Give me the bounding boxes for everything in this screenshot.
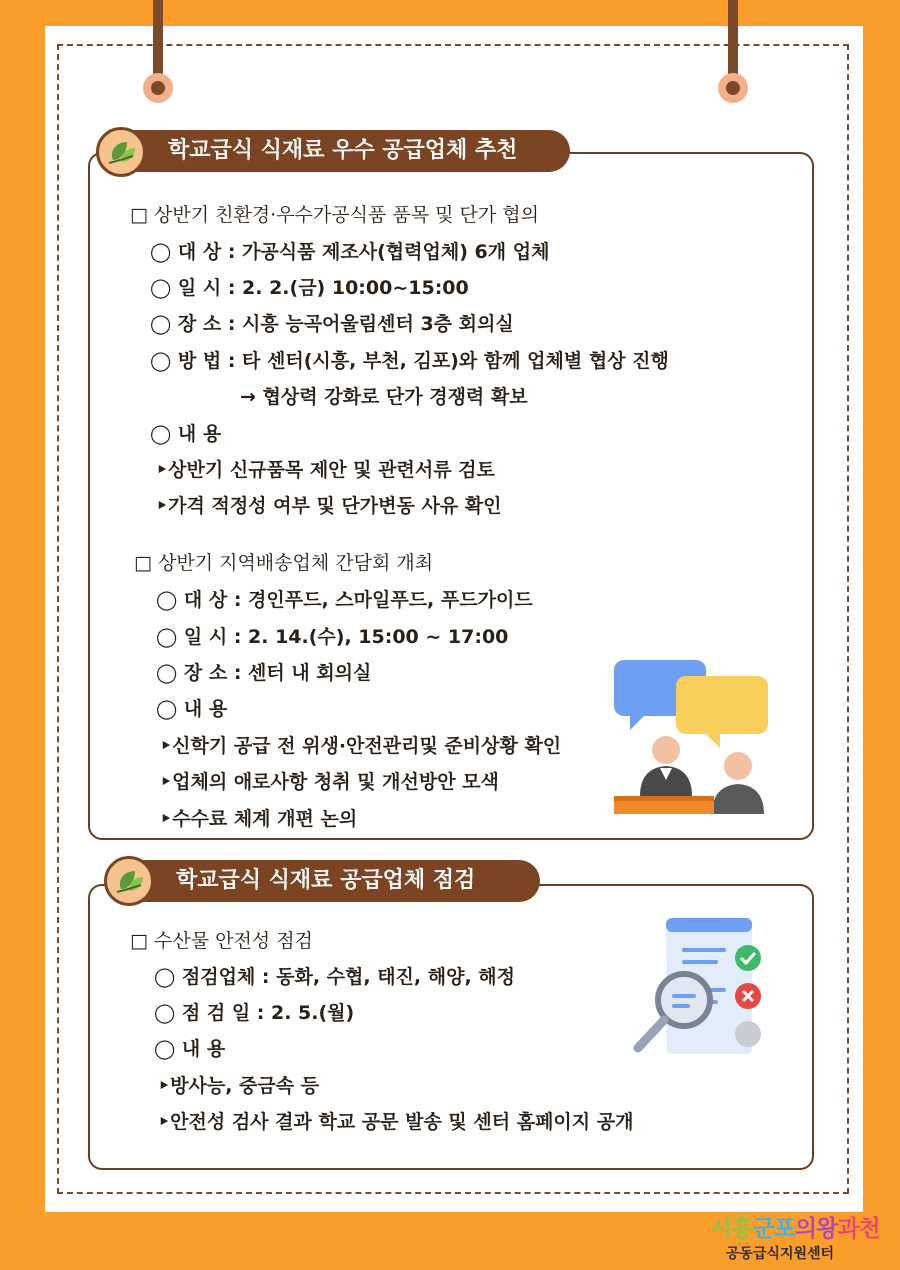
block3-date: ◯ 점 검 일 : 2. 5.(월) [154, 1002, 355, 1024]
hanging-strap-left [153, 0, 163, 82]
logo-name: 공동급식지원센터 [725, 1246, 835, 1262]
chat-meeting-icon [610, 656, 775, 818]
block1-date: ◯ 일 시 : 2. 2.(금) 10:00~15:00 [150, 277, 469, 299]
block3-content: ◯ 내 용 [154, 1038, 226, 1060]
section1-title: 학교급식 식재료 우수 공급업체 추천 [168, 138, 518, 163]
block2-target: ◯ 대 상 : 경인푸드, 스마일푸드, 푸드가이드 [156, 589, 533, 611]
section1-banner [108, 130, 570, 172]
block1-item: ‣상반기 신규품목 제안 및 관련서류 검토 [156, 459, 495, 481]
leaf-icon [96, 127, 146, 177]
block1-method-result: → 협상력 강화로 단가 경쟁력 확보 [240, 386, 528, 408]
logo-wordmark: 시흥군포의왕과천 [710, 1216, 880, 1242]
block1-content: ◯ 내 용 [150, 423, 222, 445]
block1-method: ◯ 방 법 : 타 센터(시흥, 부천, 김포)와 함께 업체별 협상 진행 [150, 350, 669, 372]
block2-place: ◯ 장 소 : 센터 내 회의실 [156, 662, 372, 684]
leaf-icon [104, 856, 154, 906]
block2-item: ‣수수료 체계 개편 논의 [160, 808, 358, 830]
block1-heading: □ 상반기 친환경·우수가공식품 품목 및 단가 협의 [130, 204, 539, 226]
block2-content: ◯ 내 용 [156, 698, 228, 720]
block2-date: ◯ 일 시 : 2. 14.(수), 15:00 ~ 17:00 [156, 626, 509, 648]
hanging-strap-right [728, 0, 738, 82]
ring-right [718, 73, 748, 103]
block3-heading: □ 수산물 안전성 점검 [130, 930, 313, 952]
checklist-search-icon [630, 914, 770, 1059]
block1-target: ◯ 대 상 : 가공식품 제조사(협력업체) 6개 업체 [150, 241, 550, 263]
section2-banner [116, 860, 540, 902]
block3-vendors: ◯ 점검업체 : 동화, 수협, 태진, 해양, 해정 [154, 966, 515, 988]
ring-left [143, 73, 173, 103]
block3-item: ‣방사능, 중금속 등 [158, 1075, 320, 1097]
section2-title: 학교급식 식재료 공급업체 점검 [176, 868, 476, 893]
block2-item: ‣업체의 애로사항 청취 및 개선방안 모색 [160, 771, 499, 793]
block3-item: ‣안전성 검사 결과 학교 공문 발송 및 센터 홈페이지 공개 [158, 1111, 634, 1133]
block2-heading: □ 상반기 지역배송업체 간담회 개최 [134, 552, 434, 574]
block1-item: ‣가격 적정성 여부 및 단가변동 사유 확인 [156, 495, 502, 517]
block2-item: ‣신학기 공급 전 위생·안전관리및 준비상황 확인 [160, 735, 562, 757]
block1-place: ◯ 장 소 : 시흥 능곡어울림센터 3층 회의실 [150, 313, 514, 335]
center-logo [710, 1210, 880, 1263]
